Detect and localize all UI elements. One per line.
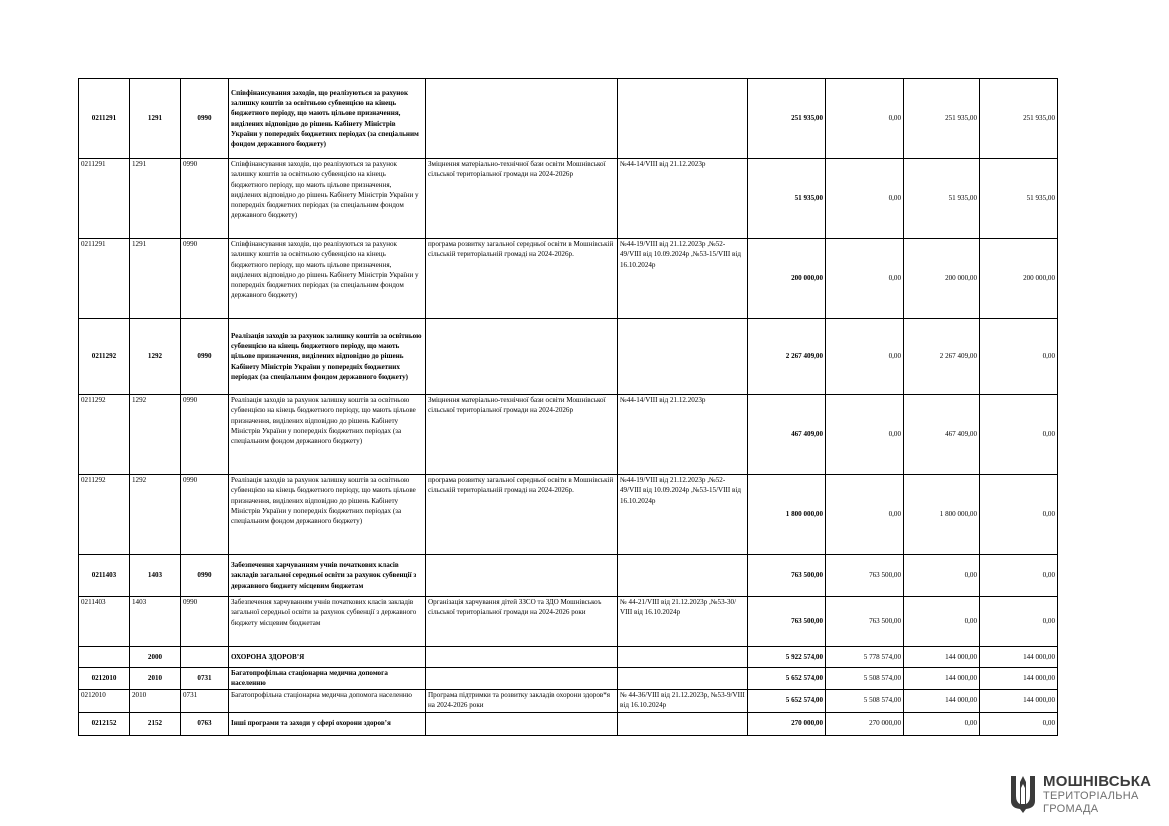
- row-code: 0211292: [79, 319, 130, 395]
- row-general-fund: 763 500,00: [826, 597, 904, 647]
- row-function-code: 1292: [130, 395, 181, 475]
- row-special-fund: 467 409,00: [904, 395, 980, 475]
- row-kfkvk-code: 0990: [181, 79, 229, 159]
- table-row: [79, 239, 1058, 319]
- row-code: 0211292: [79, 395, 130, 475]
- table-row: [79, 319, 1058, 395]
- row-decision: [618, 712, 748, 735]
- row-decision: №44-14/VIII від 21.12.2023р: [618, 395, 748, 475]
- table-row: [79, 395, 1058, 475]
- row-kfkvk-code: 0990: [181, 597, 229, 647]
- row-total: 5 652 574,00: [748, 689, 826, 712]
- row-general-fund: 270 000,00: [826, 712, 904, 735]
- table-row: [79, 689, 1058, 712]
- row-special-fund: 144 000,00: [904, 689, 980, 712]
- row-general-fund: 763 500,00: [826, 555, 904, 597]
- row-decision: №44-19/VIII від 21.12.2023р ,№52-49/VIII від 10.09.2024р ,№53-15/VIII від 16.10.2024р: [618, 239, 748, 319]
- row-total: 2 267 409,00: [748, 319, 826, 395]
- row-program: Програма підтримки та розвитку закладів охорони здоров*я на 2024-2026 роки: [426, 689, 618, 712]
- community-logo: [1010, 772, 1160, 820]
- row-name: Забезпечення харчуванням учнів початкових класів закладів загальної середньої освіти за рахунок субвенції з державного бюджету місцевим бюджетам: [229, 555, 426, 597]
- table-row: [79, 159, 1058, 239]
- row-decision: [618, 319, 748, 395]
- row-general-fund: 0,00: [826, 395, 904, 475]
- row-name: Забезпечення харчуванням учнів початкових класів закладів загальної середньої освіти за рахунок субвенції з державного бюджету місцевим бюджетам: [229, 597, 426, 647]
- row-function-code: 1291: [130, 239, 181, 319]
- row-development-budget: 51 935,00: [980, 159, 1058, 239]
- row-kfkvk-code: 0990: [181, 239, 229, 319]
- row-program: Зміцнення матеріально-технічної бази освіти Мошнівської сільської територіальної громади на 2024-2026р: [426, 395, 618, 475]
- row-code: 0211403: [79, 555, 130, 597]
- row-development-budget: 0,00: [980, 319, 1058, 395]
- row-code: 0211291: [79, 159, 130, 239]
- row-development-budget: 144 000,00: [980, 647, 1058, 668]
- row-kfkvk-code: [181, 647, 229, 668]
- logo-title: МОШНІВСЬКА: [1043, 773, 1152, 790]
- row-special-fund: 0,00: [904, 555, 980, 597]
- row-decision: №44-19/VIII від 21.12.2023р ,№52-49/VIII від 10.09.2024р ,№53-15/VIII від 16.10.2024р: [618, 475, 748, 555]
- row-development-budget: 0,00: [980, 555, 1058, 597]
- row-program: [426, 647, 618, 668]
- row-name: ОХОРОНА ЗДОРОВ’Я: [229, 647, 426, 668]
- row-total: 251 935,00: [748, 79, 826, 159]
- budget-programs-table: [78, 78, 1058, 736]
- row-code: 0212010: [79, 689, 130, 712]
- row-function-code: 1291: [130, 159, 181, 239]
- row-total: 763 500,00: [748, 597, 826, 647]
- row-decision: № 44-21/VIII від 21.12.2023р ,№53-30/ VIII від 16.10.2024р: [618, 597, 748, 647]
- row-total: 467 409,00: [748, 395, 826, 475]
- row-development-budget: 200 000,00: [980, 239, 1058, 319]
- row-general-fund: 0,00: [826, 79, 904, 159]
- row-function-code: 2010: [130, 668, 181, 690]
- row-function-code: 1291: [130, 79, 181, 159]
- row-code: 0211403: [79, 597, 130, 647]
- row-kfkvk-code: 0990: [181, 395, 229, 475]
- table-row: [79, 647, 1058, 668]
- row-name: Багатопрофільна стаціонарна медична допомога населенню: [229, 668, 426, 690]
- table-row: [79, 79, 1058, 159]
- row-special-fund: 1 800 000,00: [904, 475, 980, 555]
- row-decision: № 44-36/VIII від 21.12.2023р, №53-9/VIII від 16.10.2024р: [618, 689, 748, 712]
- logo-subtitle-line2: ГРОМАДА: [1043, 803, 1099, 815]
- row-general-fund: 0,00: [826, 319, 904, 395]
- table-row: [79, 668, 1058, 690]
- row-program: програма розвитку загальної середньої освіти в Мошнівській сільській територіальній громаді на 2024-2026р.: [426, 475, 618, 555]
- row-development-budget: 0,00: [980, 597, 1058, 647]
- row-name: Інші програми та заходи у сфері охорони здоров’я: [229, 712, 426, 735]
- row-decision: [618, 79, 748, 159]
- row-function-code: 1292: [130, 319, 181, 395]
- row-program: [426, 712, 618, 735]
- row-name: Співфінансування заходів, що реалізуються за рахунок залишку коштів за освітньою субвенцією на кінець бюджетного періоду, що мають цільове призначення, виділених відповідно до рішень Кабінету Міністрів України у попередніх бюджетних періодах (за спеціальним фондом державного бюджету): [229, 79, 426, 159]
- row-code: 0211292: [79, 475, 130, 555]
- row-special-fund: 144 000,00: [904, 668, 980, 690]
- row-special-fund: 0,00: [904, 712, 980, 735]
- row-kfkvk-code: 0990: [181, 159, 229, 239]
- row-function-code: 2152: [130, 712, 181, 735]
- row-code: 0212152: [79, 712, 130, 735]
- row-development-budget: 0,00: [980, 475, 1058, 555]
- row-name: Співфінансування заходів, що реалізуються за рахунок залишку коштів за освітньою субвенцією на кінець бюджетного періоду, що мають цільове призначення, виділених відповідно до рішень Кабінету Міністрів України у попередніх бюджетних періодах (за спеціальним фондом державного бюджету): [229, 239, 426, 319]
- row-special-fund: 2 267 409,00: [904, 319, 980, 395]
- row-total: 1 800 000,00: [748, 475, 826, 555]
- row-kfkvk-code: 0731: [181, 689, 229, 712]
- row-code: 0212010: [79, 668, 130, 690]
- row-decision: [618, 555, 748, 597]
- table-row: [79, 555, 1058, 597]
- row-decision: [618, 647, 748, 668]
- row-special-fund: 0,00: [904, 597, 980, 647]
- row-special-fund: 144 000,00: [904, 647, 980, 668]
- row-general-fund: 5 508 574,00: [826, 689, 904, 712]
- table-row: [79, 597, 1058, 647]
- row-name: Реалізація заходів за рахунок залишку коштів за освітньою субвенцією на кінець бюджетного періоду, що мають цільове призначення, виділених відповідно до рішень Кабінету Міністрів України у попередніх бюджетних періодах (за спеціальним фондом державного бюджету): [229, 319, 426, 395]
- row-total: 51 935,00: [748, 159, 826, 239]
- row-general-fund: 0,00: [826, 475, 904, 555]
- row-function-code: 2000: [130, 647, 181, 668]
- row-total: 5 922 574,00: [748, 647, 826, 668]
- row-kfkvk-code: 0731: [181, 668, 229, 690]
- row-special-fund: 200 000,00: [904, 239, 980, 319]
- row-kfkvk-code: 0990: [181, 475, 229, 555]
- row-kfkvk-code: 0990: [181, 319, 229, 395]
- row-program: Зміцнення матеріально-технічної бази освіти Мошнівської сільської територіальної громади на 2024-2026р: [426, 159, 618, 239]
- table-row: [79, 475, 1058, 555]
- row-total: 270 000,00: [748, 712, 826, 735]
- row-program: [426, 668, 618, 690]
- row-function-code: 1403: [130, 555, 181, 597]
- row-total: 5 652 574,00: [748, 668, 826, 690]
- row-program: [426, 79, 618, 159]
- tryzub-icon: [1010, 774, 1036, 814]
- row-general-fund: 5 508 574,00: [826, 668, 904, 690]
- row-code: 0211291: [79, 239, 130, 319]
- row-function-code: 2010: [130, 689, 181, 712]
- row-special-fund: 251 935,00: [904, 79, 980, 159]
- row-general-fund: 0,00: [826, 239, 904, 319]
- row-program: Організація харчування дітей ЗЗСО та ЗДО Мошнівськоъ сільської територіальної громади на 2024-2026 роки: [426, 597, 618, 647]
- row-development-budget: 0,00: [980, 395, 1058, 475]
- row-special-fund: 51 935,00: [904, 159, 980, 239]
- row-code: [79, 647, 130, 668]
- row-program: програма розвитку загальної середньої освіти в Мошнівській сільській територіальній громаді на 2024-2026р.: [426, 239, 618, 319]
- row-decision: №44-14/VIII від 21.12.2023р: [618, 159, 748, 239]
- row-total: 763 500,00: [748, 555, 826, 597]
- row-kfkvk-code: 0990: [181, 555, 229, 597]
- row-program: [426, 555, 618, 597]
- row-decision: [618, 668, 748, 690]
- row-development-budget: 0,00: [980, 712, 1058, 735]
- row-kfkvk-code: 0763: [181, 712, 229, 735]
- logo-subtitle-line1: ТЕРИТОРІАЛЬНА: [1043, 790, 1139, 802]
- table-body: [79, 79, 1058, 736]
- row-general-fund: 0,00: [826, 159, 904, 239]
- row-function-code: 1292: [130, 475, 181, 555]
- row-code: 0211291: [79, 79, 130, 159]
- row-development-budget: 144 000,00: [980, 689, 1058, 712]
- row-total: 200 000,00: [748, 239, 826, 319]
- row-general-fund: 5 778 574,00: [826, 647, 904, 668]
- row-name: Реалізація заходів за рахунок залишку коштів за освітньою субвенцією на кінець бюджетного періоду, що мають цільове призначення, виділених відповідно до рішень Кабінету Міністрів України у попередніх бюджетних періодах (за спеціальним фондом державного бюджету): [229, 395, 426, 475]
- row-function-code: 1403: [130, 597, 181, 647]
- row-development-budget: 144 000,00: [980, 668, 1058, 690]
- row-name: Реалізація заходів за рахунок залишку коштів за освітньою субвенцією на кінець бюджетного періоду, що мають цільове призначення, виділених відповідно до рішень Кабінету Міністрів України у попередніх бюджетних періодах (за спеціальним фондом державного бюджету): [229, 475, 426, 555]
- row-name: Співфінансування заходів, що реалізуються за рахунок залишку коштів за освітньою субвенцією на кінець бюджетного періоду, що мають цільове призначення, виділених відповідно до рішень Кабінету Міністрів України у попередніх бюджетних періодах (за спеціальним фондом державного бюджету): [229, 159, 426, 239]
- table-row: [79, 712, 1058, 735]
- row-development-budget: 251 935,00: [980, 79, 1058, 159]
- row-program: [426, 319, 618, 395]
- row-name: Багатопрофільна стаціонарна медична допомога населенню: [229, 689, 426, 712]
